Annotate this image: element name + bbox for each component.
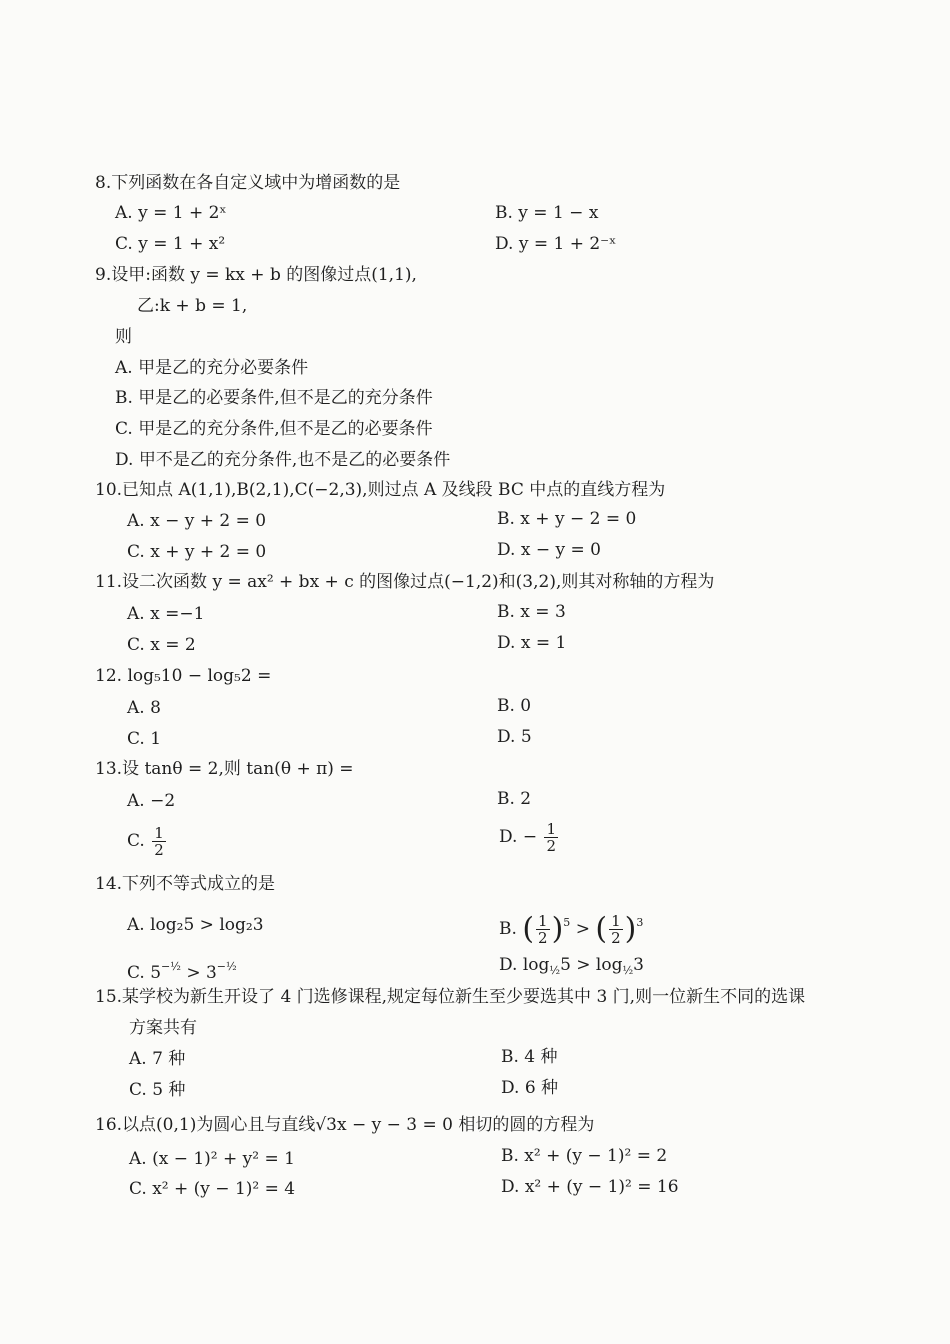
q15-option-d: D. 6 种: [501, 1078, 559, 1098]
q14-option-b-fraction-1: [536, 913, 550, 946]
q14-option-c: [127, 956, 237, 984]
q10-option-b: B. x + y − 2 = 0: [497, 509, 637, 529]
q14-stem: 14.下列不等式成立的是: [95, 874, 276, 894]
fraction-denominator: 2: [546, 837, 557, 855]
fraction-numerator: 1: [611, 912, 621, 930]
q10-option-a: A. x − y + 2 = 0: [127, 511, 267, 531]
q10-option-c: C. x + y + 2 = 0: [127, 542, 267, 562]
fraction-numerator: 1: [546, 820, 557, 838]
q11-option-d: D. x = 1: [497, 633, 567, 653]
q8-option-b: B. y = 1 − x: [495, 203, 599, 223]
q10-option-d: D. x − y = 0: [497, 540, 601, 560]
q12-option-b: B. 0: [497, 696, 532, 716]
q13-option-c: [127, 822, 168, 860]
operator: > 3: [180, 963, 217, 983]
exponent: −½: [216, 960, 237, 973]
q16-option-b: B. x² + (y − 1)² = 2: [501, 1146, 668, 1166]
q14-option-a: A. log₂5 > log₂3: [127, 915, 264, 935]
q9-option-a: A. 甲是乙的充分必要条件: [115, 358, 309, 378]
log-base: ½: [549, 964, 561, 977]
q13-option-d-label: D. −: [499, 827, 538, 847]
q12-option-a: A. 8: [127, 698, 161, 718]
exponent: 3: [636, 916, 644, 929]
log-arg: 3: [633, 955, 644, 975]
q16-option-d: D. x² + (y − 1)² = 16: [501, 1177, 679, 1197]
q14-option-b: B. ( $\frac{1}{2}$ )$^5$ > ( $\frac{1}{2}$ )$^3$: [499, 911, 644, 947]
q14-option-d: [499, 954, 644, 982]
q13-stem: 13.设 tanθ = 2,则 tan(θ + π) =: [95, 759, 354, 779]
q13-option-d-fraction: [544, 821, 558, 854]
fraction-denominator: 2: [154, 841, 164, 859]
q9-line2: 乙:k + b = 1,: [137, 296, 248, 316]
q8-option-d: D. y = 1 + 2⁻ˣ: [495, 234, 617, 254]
q12-option-d: D. 5: [497, 727, 532, 747]
q12-option-c: C. 1: [127, 729, 162, 749]
exponent: 5: [563, 916, 571, 929]
operator: >: [575, 919, 590, 939]
q13-option-b: B. 2: [497, 789, 532, 809]
q11-option-b: B. x = 3: [497, 602, 566, 622]
log-base: ½: [622, 964, 634, 977]
q9-option-c: C. 甲是乙的充分条件,但不是乙的必要条件: [115, 419, 433, 439]
q9-line3: 则: [115, 327, 132, 347]
base: C. 5: [127, 963, 162, 983]
fraction-denominator: 2: [538, 929, 548, 947]
q15-option-b: B. 4 种: [501, 1047, 558, 1067]
exponent: −½: [161, 960, 181, 973]
q14-option-b-fraction-2: [609, 913, 623, 946]
q8-option-a: A. y = 1 + 2ˣ: [115, 203, 227, 223]
q10-stem: 10.已知点 A(1,1),B(2,1),C(−2,3),则过点 A 及线段 BC 中点的直线方程为: [95, 480, 666, 500]
q11-stem: 11.设二次函数 y = ax² + bx + c 的图像过点(−1,2)和(3,2),则其对称轴的方程为: [95, 572, 715, 592]
q16-option-c: C. x² + (y − 1)² = 4: [129, 1179, 296, 1199]
q13-option-d: [499, 818, 560, 856]
q15-option-a: A. 7 种: [129, 1049, 186, 1069]
q11-option-a: A. x =−1: [127, 604, 205, 624]
q16-stem: 16.以点(0,1)为圆心且与直线√3x − y − 3 = 0 相切的圆的方程为: [95, 1115, 595, 1135]
q15-stem: 15.某学校为新生开设了 4 门选修课程,规定每位新生至少要选其中 3 门,则一位新生不同的选课: [95, 987, 806, 1007]
log-middle: 5 > log: [560, 955, 623, 975]
fraction-numerator: 1: [538, 912, 548, 930]
q11-option-c: C. x = 2: [127, 635, 196, 655]
q9-option-b: B. 甲是乙的必要条件,但不是乙的充分条件: [115, 388, 433, 408]
q12-stem: 12. log₅10 − log₅2 =: [95, 666, 272, 686]
q15-line2: 方案共有: [129, 1018, 197, 1038]
fraction-denominator: 2: [611, 929, 621, 947]
q8-stem: 8.下列函数在各自定义域中为增函数的是: [95, 173, 401, 193]
q9-option-d: D. 甲不是乙的充分条件,也不是乙的必要条件: [115, 450, 451, 470]
log-label: D. log: [499, 955, 550, 975]
q14-option-b-label: B.: [499, 919, 517, 939]
q15-option-c: C. 5 种: [129, 1080, 186, 1100]
q9-stem: 9.设甲:函数 y = kx + b 的图像过点(1,1),: [95, 265, 417, 285]
q13-option-a: A. −2: [127, 791, 176, 811]
q13-option-c-fraction: [152, 825, 166, 858]
q13-option-c-label: C.: [127, 831, 145, 851]
q16-option-a: A. (x − 1)² + y² = 1: [129, 1149, 295, 1169]
fraction-numerator: 1: [154, 824, 164, 842]
q8-option-c: C. y = 1 + x²: [115, 234, 226, 254]
